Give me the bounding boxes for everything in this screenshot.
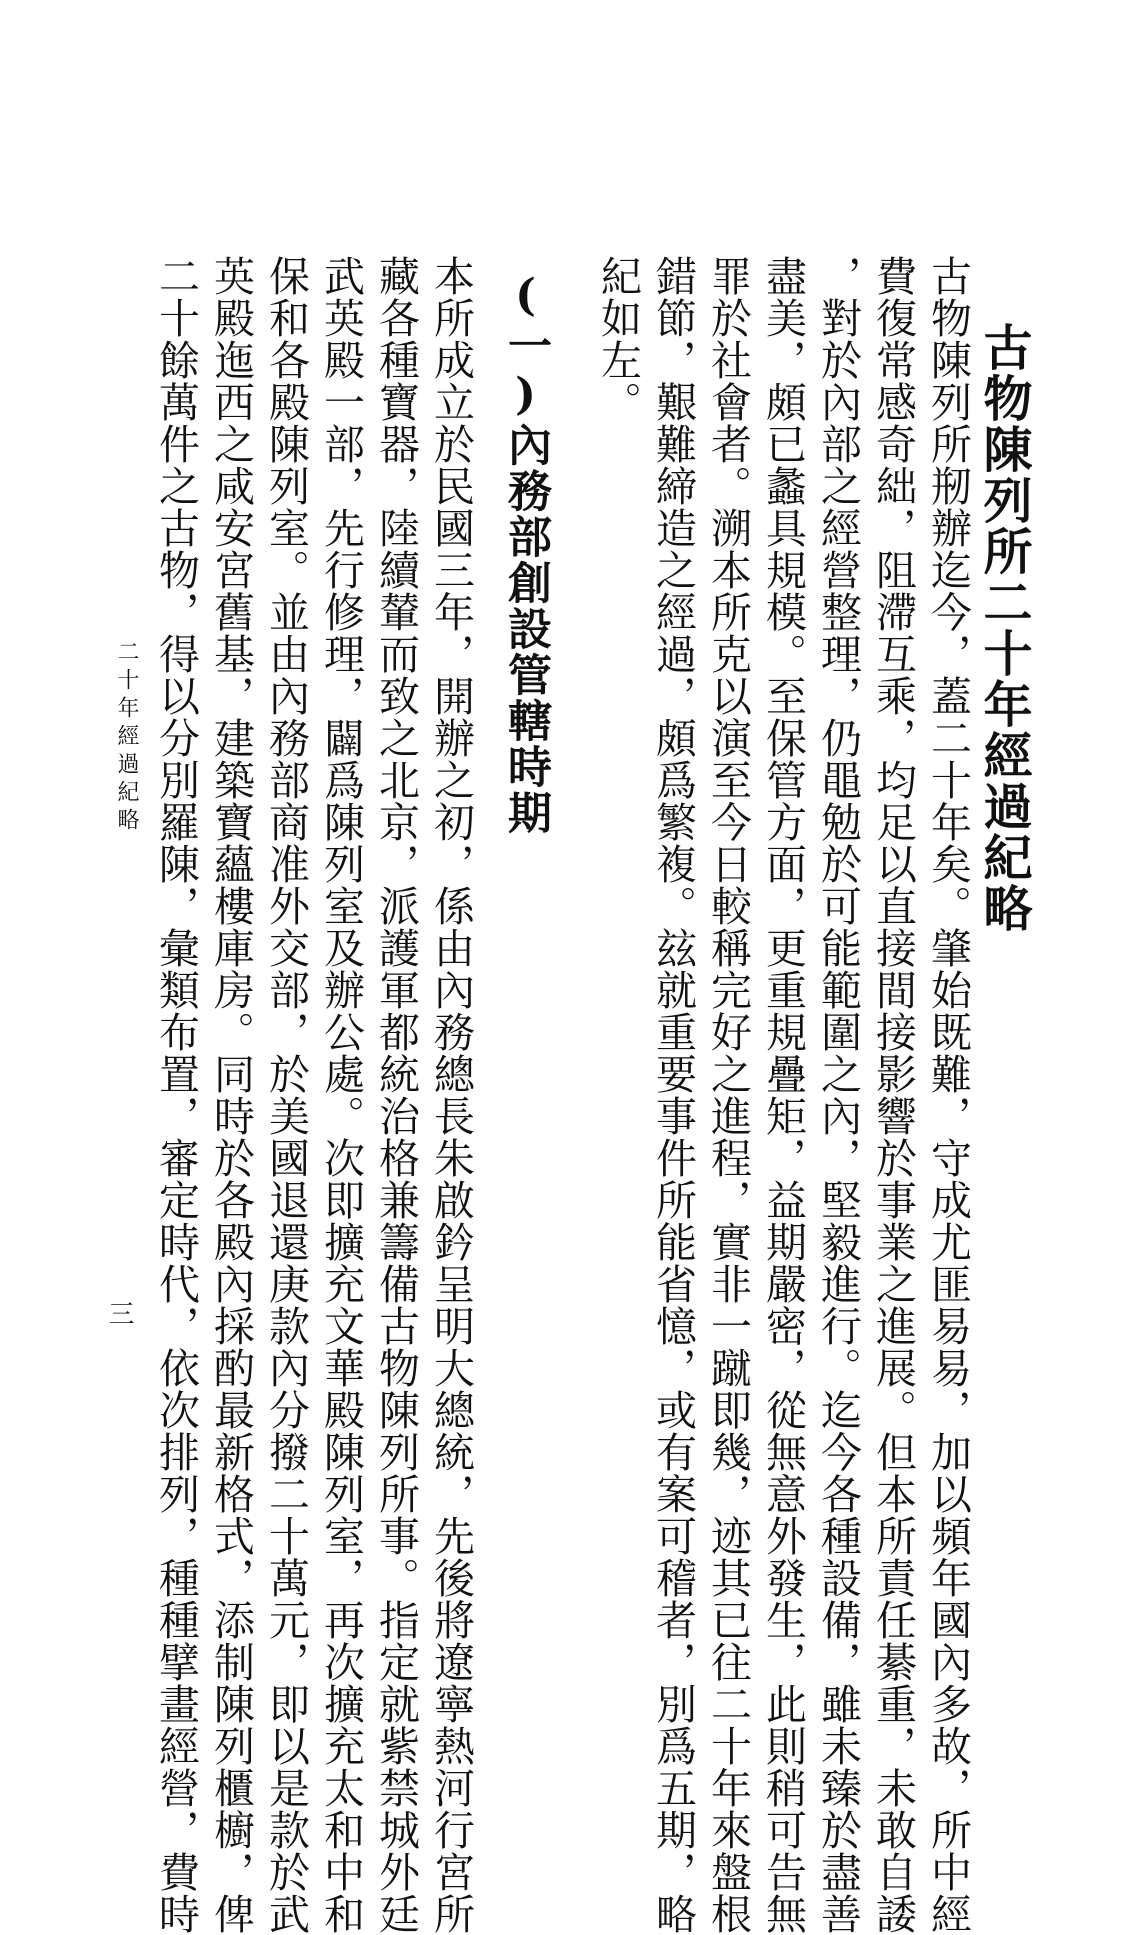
intro-line-1: 古物陳列所剏辦迄今，蓋二十年矣。肇始既難，守成尤匪易易，加以頻年國內多故，所中經 (924, 255, 972, 1935)
intro-line-2: 費復常感奇絀，阻滯互乘，均足以直接間接影響於事業之進展。但本所責任綦重，未敢自諉 (869, 255, 917, 1935)
intro-line-7: 紀如左。 (594, 255, 642, 423)
section-line-4: 保和各殿陳列室。並由內務部商准外交部，於美國退還庚款內分撥二十萬元，即以是款於武 (262, 255, 310, 1935)
section-heading: (一)內務部創設管轄時期 (500, 270, 551, 836)
section-line-2: 藏各種寶器，陸續輦而致之北京，派護軍都統治格兼籌備古物陳列所事。指定就紫禁城外廷 (372, 255, 420, 1935)
intro-line-5: 罪於社會者。溯本所克以演至今日較稱完好之進程，實非一蹴即幾，迹其已往二十年來盤根 (704, 255, 752, 1935)
page-title: 古物陳列所二十年經過紀略 (976, 322, 1034, 934)
section-line-5: 英殿迤西之咸安宮舊基，建築寶蘊樓庫房。同時於各殿內採酌最新格式，添制陳列櫃櫥，俾 (207, 255, 255, 1935)
section-line-6: 二十餘萬件之古物，得以分別羅陳，彙類布置，審定時代，依次排列，種種擘畫經營，費時 (152, 255, 200, 1935)
intro-line-4: 盡美，頗已蠡具規模。至保管方面，更重規疊矩，益期嚴密，從無意外發生，此則稍可告無 (759, 255, 807, 1935)
section-line-3: 武英殿一部，先行修理，闢爲陳列室及辦公處。次即擴充文華殿陳列室，再次擴充太和中和 (317, 255, 365, 1935)
section-line-1: 本所成立於民國三年，開辦之初，係由內務總長朱啟鈐呈明大總統，先後將遼寧熱河行宮所 (427, 255, 475, 1935)
intro-line-3: ，對於內部之經營整理，仍黽勉於可能範圍之內，堅毅進行。迄今各種設備，雖未臻於盡善 (814, 255, 862, 1935)
page-number: 三 (104, 1300, 134, 1327)
intro-line-6: 錯節，艱難締造之經過，頗爲繁複。玆就重要事件所能省憶，或有案可稽者，別爲五期，略 (649, 255, 697, 1935)
running-title: 二十年經過紀略 (114, 640, 139, 836)
